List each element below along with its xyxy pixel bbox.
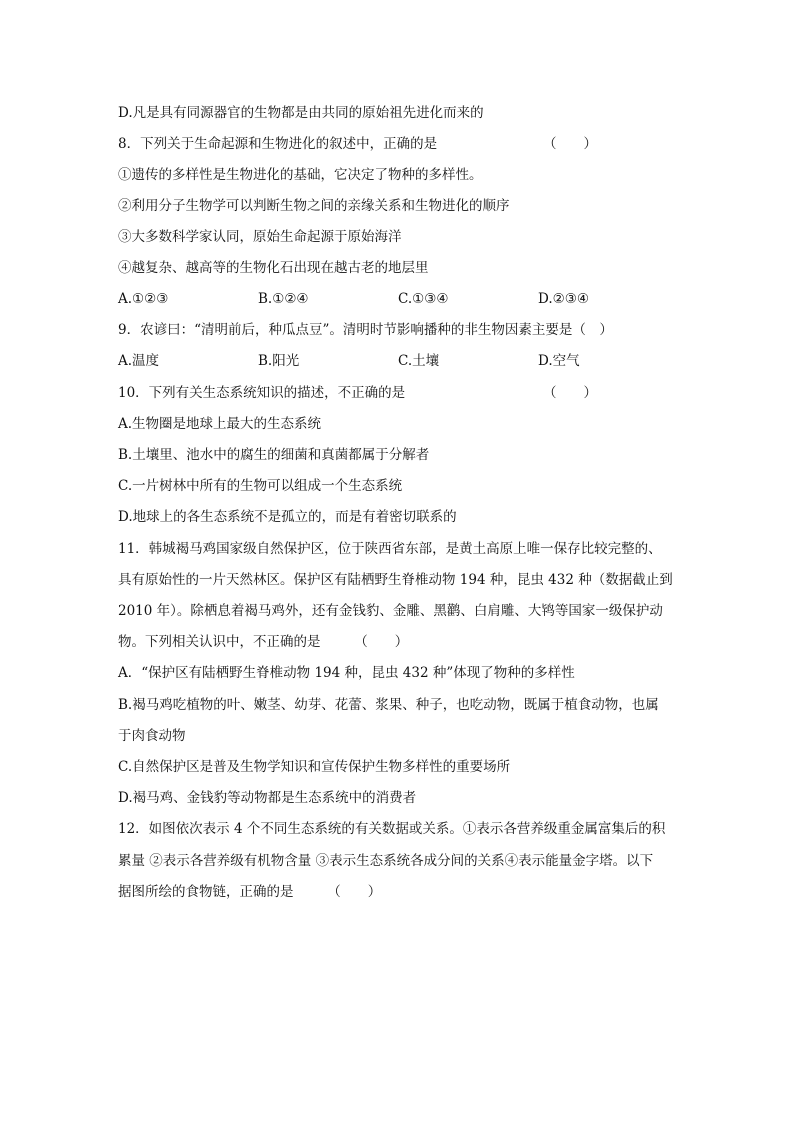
q8-statement-2: ②利用分子生物学可以判断生物之间的亲缘关系和生物进化的顺序 (118, 198, 510, 214)
q8-options (118, 290, 718, 308)
q10-stem: 10．下列有关生态系统知识的描述，不正确的是 (118, 385, 406, 401)
q11-option-a: A．“保护区有陆栖野生脊椎动物 194 种，昆虫 432 种”体现了物种的多样性 (118, 665, 575, 681)
q11-stem-line-3: 2010 年）。除栖息着褐马鸡外，还有金钱豹、金雕、黑鹳、白肩雕、大鸨等国家一级保护动 (118, 603, 663, 619)
q8-option-c: C.①③④ (398, 291, 449, 307)
q9-option-d: D.空气 (538, 353, 580, 369)
q11-option-b-line-1: B.褐马鸡吃植物的叶、嫩茎、幼芽、花蕾、浆果、种子，也吃动物，既属于植食动物，也属 (118, 697, 659, 713)
q8-answer-blank: （ ） (543, 136, 597, 152)
q11-stem-line-1: 11．韩城褐马鸡国家级自然保护区，位于陕西省东部，是黄土高原上唯一保存比较完整的、 (118, 541, 662, 557)
q9-options (118, 352, 718, 370)
q9-stem: 9．农谚曰：“清明前后，种瓜点豆”。清明时节影响播种的非生物因素主要是（ ） (118, 322, 613, 338)
q8-stem: 8．下列关于生命起源和生物进化的叙述中，正确的是 (118, 136, 438, 152)
q11-stem-line-2: 具有原始性的一片天然林区。保护区有陆栖野生脊椎动物 194 种，昆虫 432 种（数据截止到 (118, 572, 673, 588)
q11-option-b-line-2: 于肉食动物 (118, 728, 186, 744)
q9-option-a: A.温度 (118, 353, 160, 369)
q8-statement-3: ③大多数科学家认同，原始生命起源于原始海洋 (118, 229, 402, 245)
q11-option-c: C.自然保护区是普及生物学知识和宣传保护生物多样性的重要场所 (118, 759, 511, 775)
q8-statement-1: ①遗传的多样性是生物进化的基础，它决定了物种的多样性。 (118, 167, 483, 183)
q9-option-c: C.土壤 (398, 353, 440, 369)
q10-answer-blank: （ ） (543, 385, 597, 401)
q10-option-d: D.地球上的各生态系统不是孤立的，而是有着密切联系的 (118, 509, 457, 525)
q8-statement-4: ④越复杂、越高等的生物化石出现在越古老的地层里 (118, 260, 429, 276)
q8-option-b: B.①②④ (258, 291, 309, 307)
q12-stem-line-2: 累量 ②表示各营养级有机物含量 ③表示生态系统各成分间的关系④表示能量金字塔。以下 (118, 853, 654, 869)
q11-option-d: D.褐马鸡、金钱豹等动物都是生态系统中的消费者 (118, 790, 417, 806)
q9-option-b: B.阳光 (258, 353, 300, 369)
q10-option-c: C.一片树林中所有的生物可以组成一个生态系统 (118, 478, 403, 494)
q12-stem-line-3: 据图所绘的食物链，正确的是 （ ） (118, 884, 382, 900)
q7-option-d: D.凡是具有同源器官的生物都是由共同的原始祖先进化而来的 (118, 105, 484, 121)
q10-option-b: B.土壤里、池水中的腐生的细菌和真菌都属于分解者 (118, 447, 430, 463)
q8-option-d: D.②③④ (538, 291, 589, 307)
q8-option-a: A.①②③ (118, 291, 169, 307)
q11-stem-line-4: 物。下列相关认识中，不正确的是 （ ） (118, 634, 409, 650)
q10-option-a: A.生物圈是地球上最大的生态系统 (118, 416, 322, 432)
q12-stem-line-1: 12．如图依次表示 4 个不同生态系统的有关数据或关系。①表示各营养级重金属富集后的积 (118, 821, 666, 837)
